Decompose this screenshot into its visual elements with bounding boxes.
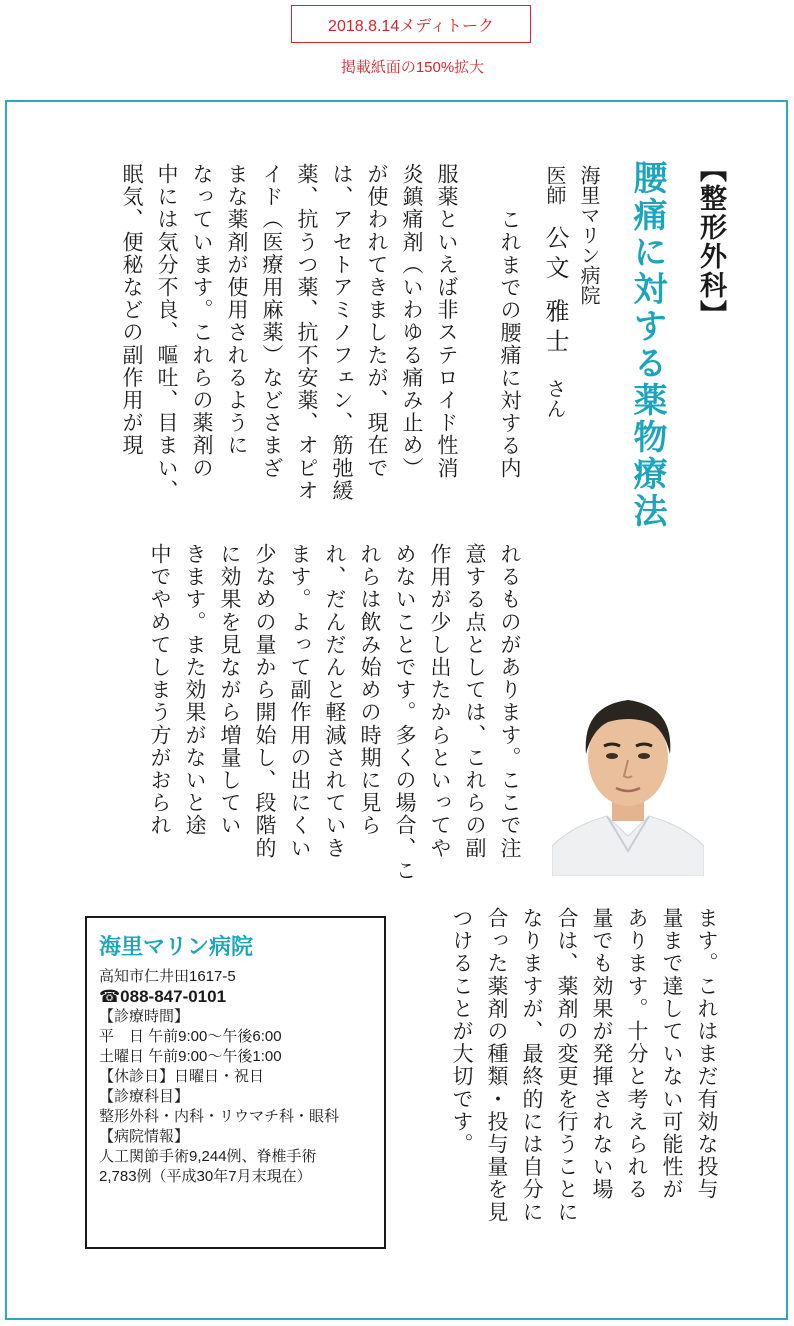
doctor-photo-illustration	[552, 676, 704, 876]
body-column: れらは飲み始めの時期に見ら	[358, 543, 382, 837]
body-column: 合った薬剤の種類・投与量を見	[485, 907, 509, 1224]
doctor-name: 公文 雅士	[541, 225, 569, 359]
info-phone[interactable]: ☎088-847-0101	[99, 987, 227, 1006]
body-column: 少なめの量から開始し、段階的	[253, 543, 277, 860]
date-label: 2018.8.14メディトーク	[291, 5, 531, 43]
body-column: 眠気、便秘などの副作用が現	[120, 163, 144, 457]
body-column: ます。これはまだ有効な投与	[695, 907, 719, 1201]
article-title: 腰痛に対する薬物療法	[627, 160, 667, 530]
body-column: 中には気分不良、嘔吐、目まい、	[155, 163, 179, 502]
body-column: めないことです。多くの場合、こ	[393, 543, 417, 882]
body-column: れ、だんだんと軽減されていき	[323, 543, 347, 860]
body-column: 炎鎮痛剤（いわゆる痛み止め）	[400, 163, 424, 480]
body-column: に効果を見ながら増量してい	[218, 543, 242, 837]
hospital-info-box	[85, 916, 386, 1249]
info-details-heading: 【病院情報】	[99, 1128, 190, 1145]
info-departments: 整形外科・内科・リウマチ科・眼科	[99, 1108, 340, 1125]
body-column: まな薬剤が使用されるように	[225, 163, 249, 457]
body-column: 量でも効果が発揮されない場	[590, 907, 614, 1201]
info-address: 高知市仁井田1617-5	[99, 968, 236, 985]
author-line	[543, 165, 567, 419]
body-column: ます。よって副作用の出にくい	[288, 543, 312, 860]
info-closed-days: 【休診日】日曜日・祝日	[99, 1068, 265, 1085]
doctor-suffix: さん	[543, 378, 567, 419]
author-hospital: 海里マリン病院	[577, 165, 601, 305]
body-column: つけることが大切です。	[450, 907, 474, 1156]
body-column: が使われてきましたが、現在で	[365, 163, 389, 480]
body-column: は、アセトアミノフェン、筋弛緩	[330, 163, 354, 502]
body-column: イド（医療用麻薬）などさまざ	[260, 163, 284, 480]
body-column: これまでの腰痛に対する内	[498, 186, 522, 480]
body-column: 意する点としては、これらの副	[463, 543, 487, 860]
body-column: れるものがあります。ここで注	[498, 543, 522, 860]
body-column: 中でやめてしまう方がおられ	[148, 543, 172, 837]
doctor-photo	[552, 676, 704, 876]
body-column: 合は、薬剤の変更を行うことに	[555, 907, 579, 1224]
body-column: あります。十分と考えられる	[625, 907, 649, 1201]
body-column: なりますが、最終的には自分に	[520, 907, 544, 1224]
info-hospital-name: 海里マリン病院	[99, 934, 254, 959]
body-column: 作用が少し出たからといってや	[428, 543, 452, 860]
doctor-role: 医師	[543, 165, 567, 205]
info-departments-heading: 【診療科目】	[99, 1088, 190, 1105]
body-column: なっています。これらの薬剤の	[190, 163, 214, 480]
body-column: 量まで達していない可能性が	[660, 907, 684, 1201]
info-hours-saturday: 土曜日 午前9:00～午後1:00	[99, 1048, 282, 1065]
info-details-line: 人工関節手術9,244例、脊椎手術	[99, 1148, 317, 1165]
category-label: 【整形外科】	[695, 155, 726, 329]
body-column: 服薬といえば非ステロイド性消	[435, 163, 459, 480]
info-details-line: 2,783例（平成30年7月末現在）	[99, 1168, 312, 1185]
body-column: 薬、抗うつ薬、抗不安薬、オピオ	[295, 163, 319, 502]
body-column: きます。また効果がないと途	[183, 543, 207, 837]
info-hours-heading: 【診療時間】	[99, 1008, 190, 1025]
info-hours-weekday: 平 日 午前9:00～午後6:00	[99, 1028, 282, 1045]
enlargement-caption: 掲載紙面の150%拡大	[340, 59, 485, 76]
